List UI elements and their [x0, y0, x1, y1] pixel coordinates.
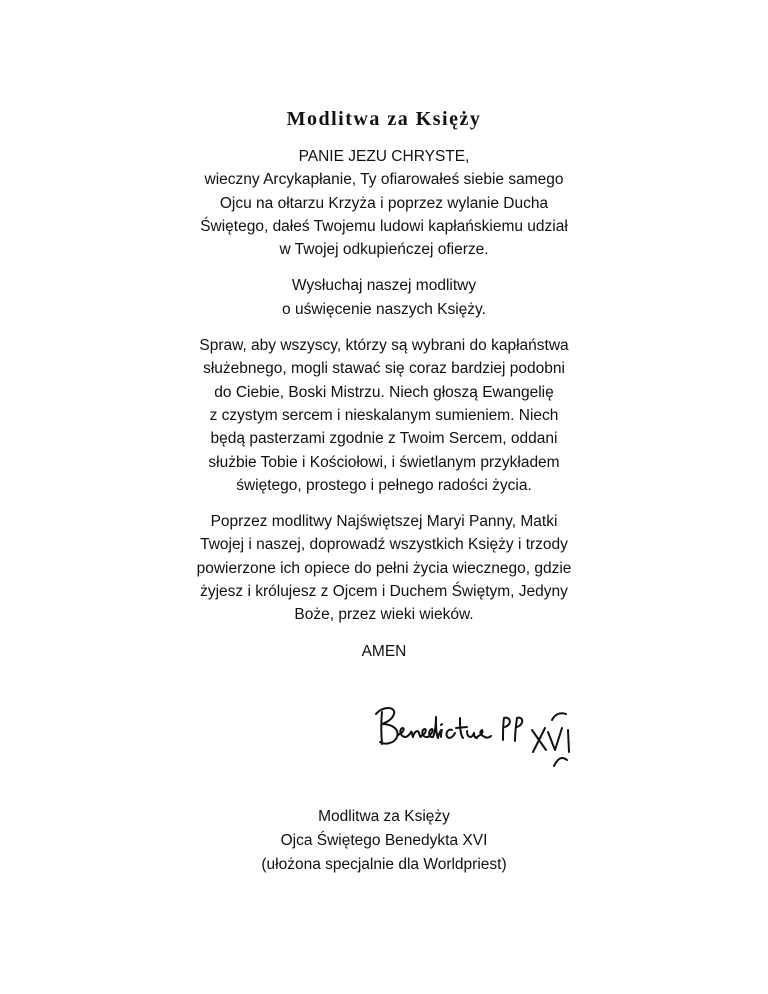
prayer-line: do Ciebie, Boski Mistrzu. Niech głoszą Ewangelię: [214, 383, 554, 401]
prayer-line: będą pasterzami zgodnie z Twoim Sercem, oddani: [210, 430, 558, 448]
prayer-line: w Twojej odkupieńczej ofierze.: [279, 241, 489, 259]
footer: [0, 805, 768, 877]
prayer-line: Ojcu na ołtarzu Krzyża i poprzez wylanie Ducha: [219, 194, 549, 212]
page-title: Modlitwa za Księży: [286, 108, 482, 130]
prayer-paragraph-2: [164, 274, 604, 321]
prayer-line: Boże, przez wieki wieków.: [294, 606, 474, 624]
prayer-line: służebnego, mogli stawać się coraz bardziej podobni: [203, 360, 565, 378]
prayer-line: służbie Tobie i Kościołowi, i świetlanym przykładem: [208, 453, 560, 471]
prayer-line: Wysłuchaj naszej modlitwy: [291, 277, 477, 295]
signature-icon: [372, 700, 584, 776]
prayer-paragraph-1: [164, 145, 604, 261]
prayer-body: [164, 145, 604, 676]
prayer-line: z czystym sercem i nieskalanym sumieniem. Niech: [209, 406, 559, 424]
prayer-line: Spraw, aby wszyscy, którzy są wybrani do kapłaństwa: [199, 337, 569, 355]
prayer-line: Poprzez modlitwy Najświętszej Maryi Panny, Matki: [210, 513, 558, 531]
prayer-line: wieczny Arcykapłanie, Ty ofiarowałeś siebie samego: [204, 171, 564, 189]
prayer-line: świętego, prostego i pełnego radości życia.: [236, 476, 532, 494]
footer-title: Modlitwa za Księży: [318, 808, 450, 825]
prayer-amen: [164, 640, 604, 663]
prayer-line: PANIE JEZU CHRYSTE,: [298, 148, 470, 165]
prayer-line: AMEN: [361, 642, 407, 660]
prayer-line: o uświęcenie naszych Księży.: [282, 300, 486, 318]
prayer-line: Twojej i naszej, doprowadź wszystkich Księży i trzody: [200, 536, 568, 554]
prayer-line: powierzone ich opiece do pełni życia wiecznego, gdzie: [196, 559, 572, 577]
prayer-line: żyjesz i królujesz z Ojcem i Duchem Świętym, Jedyny: [200, 583, 568, 601]
prayer-paragraph-4: [164, 510, 604, 626]
prayer-paragraph-3: [164, 334, 604, 497]
footer-note: (ułożona specjalnie dla Worldpriest): [261, 856, 507, 873]
prayer-line: Świętego, dałeś Twojemu ludowi kapłańskiemu udział: [200, 217, 568, 235]
footer-author: Ojca Świętego Benedykta XVI: [280, 832, 488, 849]
